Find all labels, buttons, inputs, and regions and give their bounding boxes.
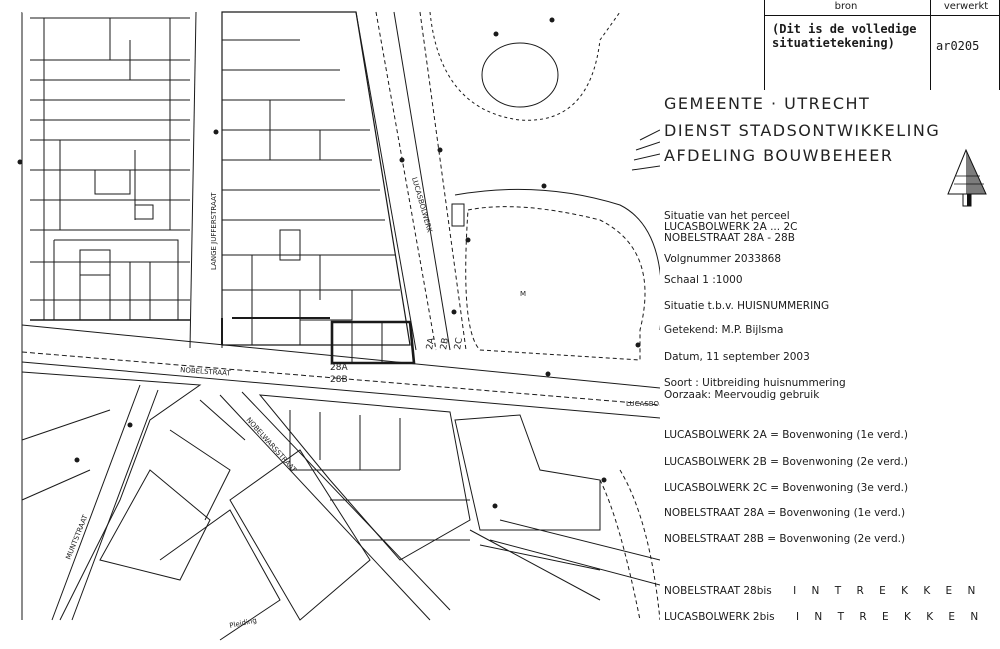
scale: Schaal 1 :1000: [664, 274, 743, 286]
withdrawal-row: [664, 611, 984, 623]
date: Datum, 11 september 2003: [664, 351, 810, 363]
middle-block-outline: [222, 12, 410, 345]
label-28a: 28A: [330, 363, 348, 373]
org-line-3: AFDELING BOUWBEHEER: [664, 146, 894, 165]
left-block-lower-parcels: [54, 240, 178, 320]
muntstraat-road: [52, 385, 158, 620]
withdrawal-address: NOBELSTRAAT 28bis: [664, 585, 772, 597]
header-processed-value: ar0205: [936, 39, 980, 53]
street-label-nobelwarsstraat: NOBELWARSSTRAAT: [244, 415, 298, 474]
street-label-lucasbolwerk: LUCASBOLWERK: [410, 176, 434, 234]
street-label-lucasbo: LUCASBO: [626, 400, 659, 408]
north-arrow-icon: [944, 146, 1000, 210]
label-2a: 2A: [425, 337, 438, 351]
street-label-lange-jufferstraat: LANGE JUFFERSTRAAT: [210, 192, 218, 270]
withdrawal-address: LUCASBOLWERK 2bis: [664, 611, 775, 623]
label-2c: 2C: [453, 336, 466, 351]
address-row: LUCASBOLWERK 2C = Bovenwoning (3e verd.): [664, 482, 909, 494]
street-label-muntstraat: MUNTSTRAAT: [64, 513, 90, 561]
park-path-upper: [430, 12, 620, 120]
purpose: Situatie t.b.v. HUISNUMMERING: [664, 300, 830, 312]
address-row: NOBELSTRAAT 28A = Bovenwoning (1e verd.): [664, 507, 906, 519]
bottom-left-block: [22, 372, 200, 620]
left-block-building-1: [95, 170, 130, 194]
header-table: [764, 0, 1000, 90]
header-col-processed: verwerkt: [943, 1, 989, 12]
withdrawal-row: [664, 585, 981, 597]
tree-markers: [18, 18, 641, 509]
label-2b: 2B: [439, 337, 452, 351]
org-line-1: GEMEENTE · UTRECHT: [664, 94, 871, 113]
address-row: LUCASBOLWERK 2B = Bovenwoning (2e verd.): [664, 456, 908, 468]
header-col-source: bron: [834, 1, 858, 12]
park-outer-path: [455, 189, 660, 330]
park-kiosk: [452, 204, 464, 226]
middle-block-parcel-lines: [222, 40, 400, 290]
bottom-right-tracks: [470, 520, 660, 600]
bottom-right-block: [455, 415, 600, 530]
cause: Oorzaak: Meervoudig gebruik: [664, 389, 820, 401]
subject-parcel-dividers: [352, 322, 382, 363]
middle-block-buildings: [252, 100, 352, 345]
park-lawn: [466, 207, 645, 360]
withdrawal-action: I N T R E K K E N: [793, 585, 982, 597]
bottom-middle-block: [260, 395, 470, 560]
withdrawal-action: I N T R E K K E N: [795, 611, 985, 623]
park-marker: M: [520, 290, 527, 298]
drawn-by: Getekend: M.P. Bijlsma: [664, 324, 784, 336]
address-row: LUCASBOLWERK 2A = Bovenwoning (1e verd.): [664, 429, 908, 441]
bottom-middle-parcels: [290, 410, 470, 540]
street-label-nobelstraat: NOBELSTRAAT: [179, 366, 231, 378]
address-row: NOBELSTRAAT 28B = Bovenwoning (2e verd.): [664, 533, 906, 545]
bottom-buildings: [160, 450, 370, 640]
street-label-pleiding: Pleiding: [228, 616, 258, 630]
sequence-number: Volgnummer 2033868: [664, 253, 782, 265]
park-steps: [632, 130, 660, 170]
situation-address-2: NOBELSTRAAT 28A - 28B: [664, 232, 795, 244]
label-28b: 28B: [330, 375, 348, 385]
middle-block-thick-frontage: [222, 318, 330, 345]
header-source-value: (Dit is de volledige situatietekening): [772, 22, 917, 50]
type: Soort : Uitbreiding huisnummering: [664, 377, 846, 389]
lange-jufferstraat-west: [190, 12, 196, 348]
bottom-left-buildings: [100, 400, 245, 580]
bastion-circle: [482, 43, 558, 107]
org-line-2: DIENST STADSONTWIKKELING: [664, 121, 941, 140]
situation-label: Situatie van het perceel: [664, 210, 790, 222]
left-block-building-2: [135, 205, 153, 219]
bottom-right-curve: [600, 470, 660, 620]
lucasbolwerk-east-dashed: [420, 12, 466, 350]
situation-address-1: LUCASBOLWERK 2A ... 2C: [664, 221, 798, 233]
lucasbolwerk-west: [356, 12, 416, 350]
